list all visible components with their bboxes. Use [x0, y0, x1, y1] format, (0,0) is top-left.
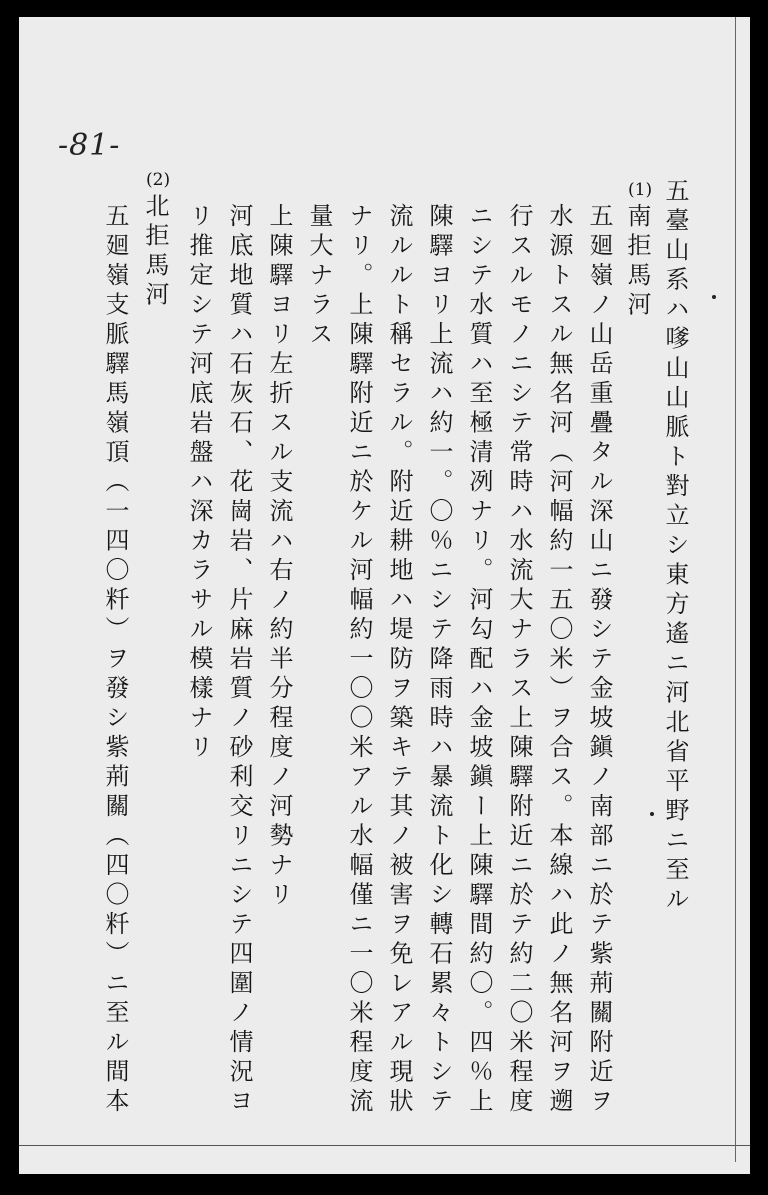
- body-line: ナリ。上陳驛附近ニ於ケル河幅約一〇〇米アル水幅僅ニ一〇米程度流: [345, 203, 373, 1118]
- body-line: 陳驛ヨリ上流ハ約一。〇％ニシテ降雨時ハ暴流ト化シ轉石累々トシテ: [425, 203, 453, 1118]
- body-line: 五廻嶺支脈驛馬嶺頂（一四〇粁）ヲ發シ紫荊關（四〇粁）ニ至ル間本: [101, 203, 129, 1118]
- section-2-title: 北拒馬河: [141, 193, 169, 311]
- body-line: 量大ナラス: [305, 203, 333, 351]
- speck: [650, 812, 654, 816]
- body-line: 水源トスル無名河（河幅約一五〇米）ヲ合ス。本線ハ此ノ無名河ヲ遡: [545, 203, 573, 1118]
- body-line: 河底地質ハ石灰石、花崗岩、片麻岩質ノ砂利交リニシテ四圍ノ情況ヨ: [225, 203, 253, 1118]
- body-line: ニシテ水質ハ至極清冽ナリ。河勾配ハ金坡鎭ー上陳驛間約〇。四％上: [465, 203, 493, 1118]
- speck: [712, 295, 716, 299]
- body-line: 五廻嶺ノ山岳重疊タル深山ニ發シテ金坡鎭ノ南部ニ於テ紫荊關附近ヲ: [585, 203, 613, 1118]
- section-1-number: (1): [628, 180, 653, 200]
- body-line: リ推定シテ河底岩盤ハ深カラサル模樣ナリ: [185, 203, 213, 764]
- section-2-number: (2): [146, 170, 171, 190]
- bottom-rule: [19, 1145, 750, 1146]
- right-rule: [735, 17, 736, 1162]
- body-line: 行スルモノニシテ常時ハ水流大ナラス上陳驛附近ニ於テ約二〇米程度: [505, 203, 533, 1118]
- heading-line: 五臺山系ハ嗲山山脈ト對立シ東方遙ニ河北省平野ニ至ル: [661, 178, 689, 916]
- body-line: 流ルルト稱セラル。附近耕地ハ堤防ヲ築キテ其ノ被害ヲ免レアル現狀: [385, 203, 413, 1118]
- section-1-title: 南拒馬河: [623, 203, 651, 321]
- body-line: 上陳驛ヨリ左折スル支流ハ右ノ約半分程度ノ河勢ナリ: [265, 203, 293, 911]
- page-number: -81-: [58, 128, 121, 163]
